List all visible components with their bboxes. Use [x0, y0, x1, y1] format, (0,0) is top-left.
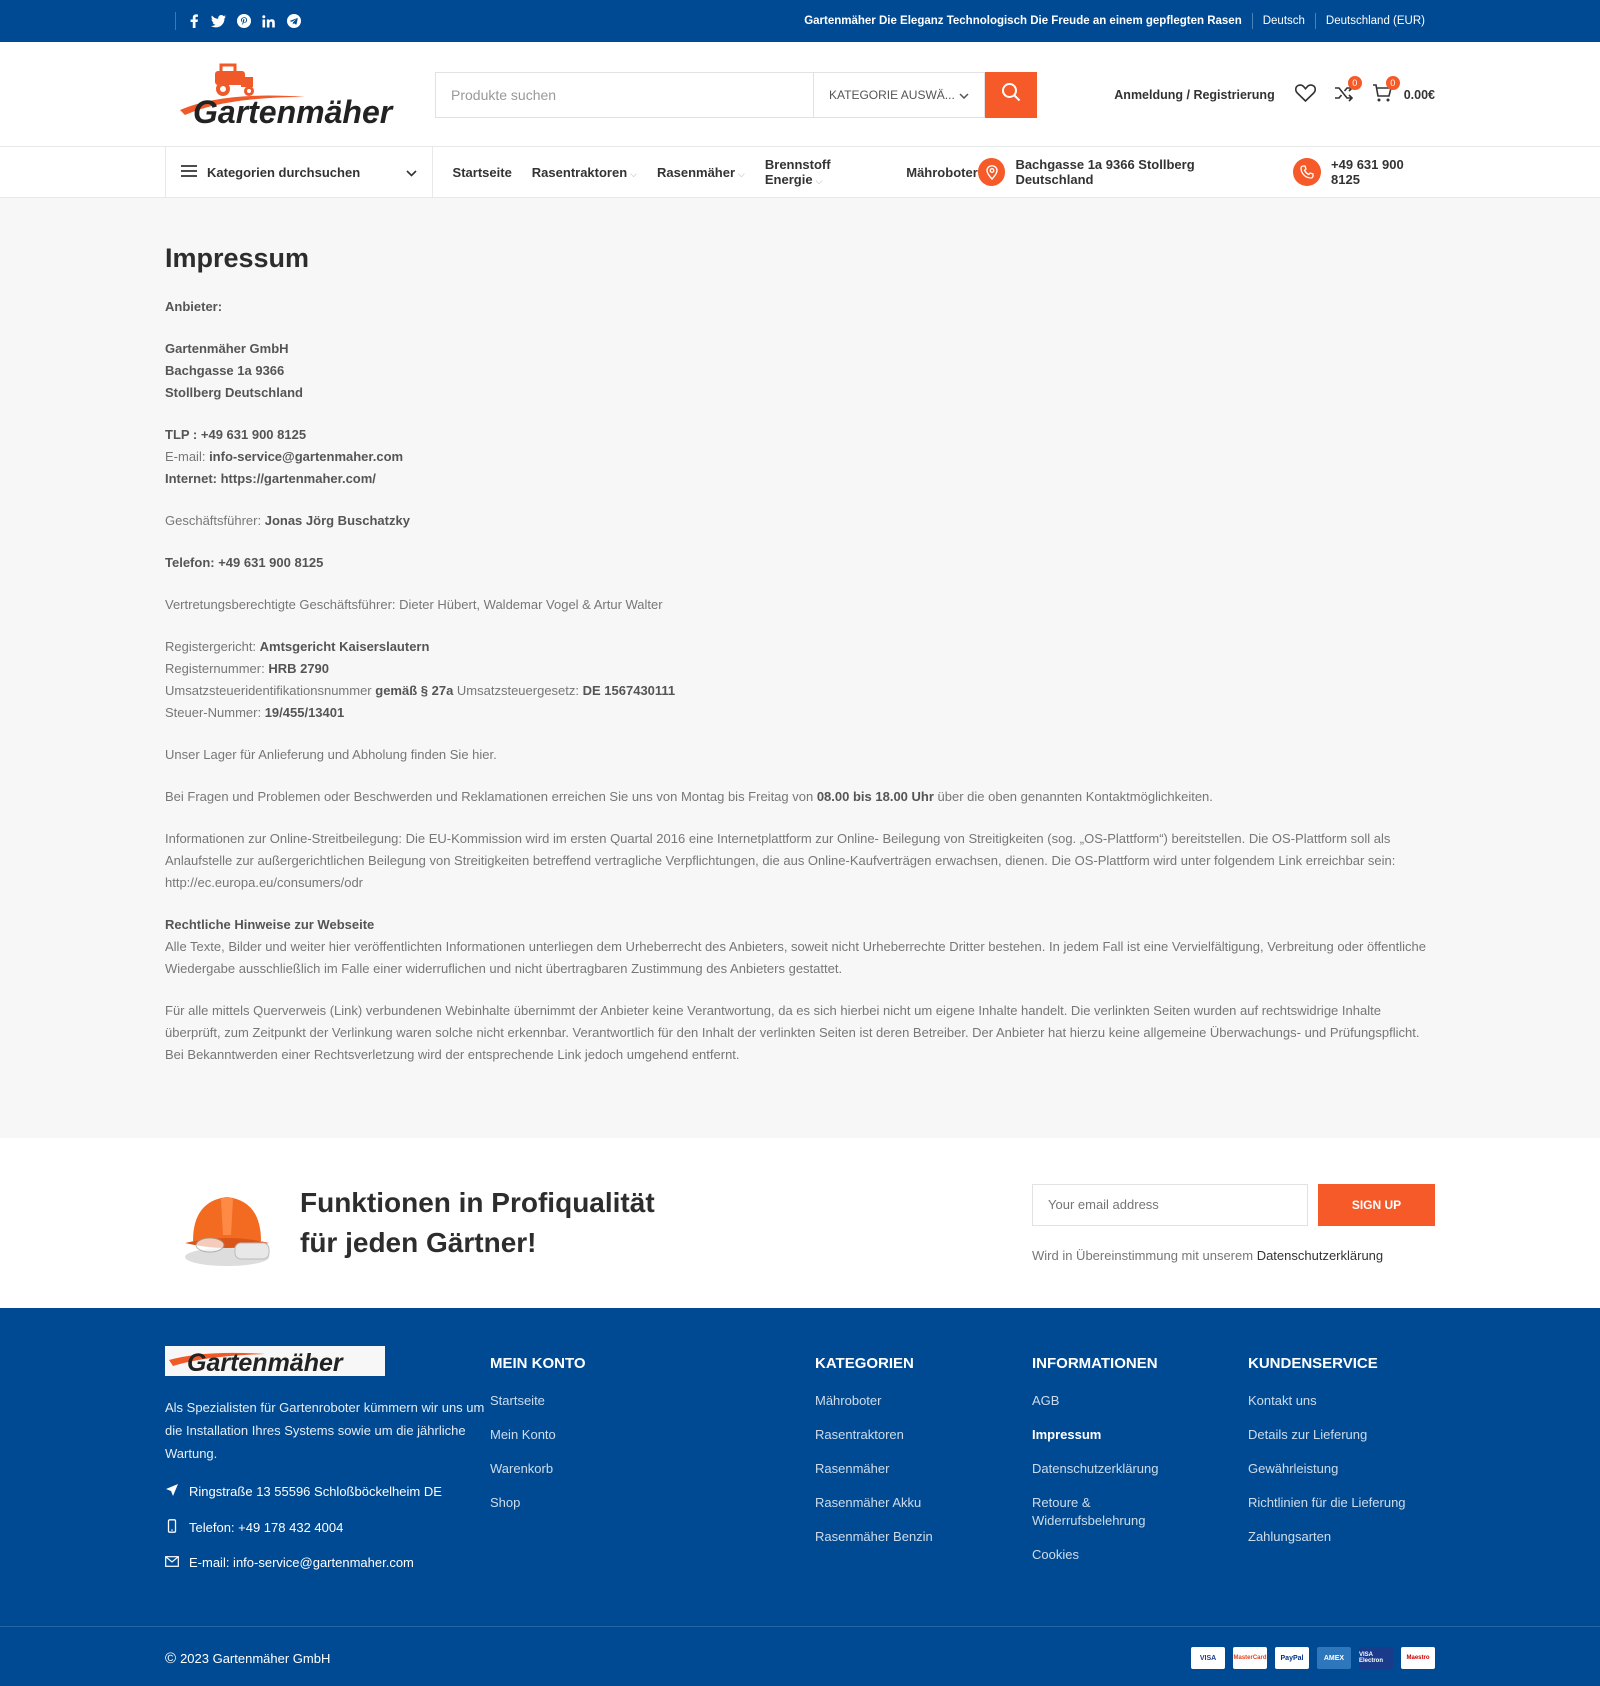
footer-link[interactable]: Gewährleistung [1248, 1461, 1339, 1476]
nav-phone[interactable] [1293, 157, 1435, 187]
heart-icon [1295, 84, 1316, 105]
search-input[interactable] [435, 72, 813, 118]
footer-link[interactable]: AGB [1032, 1393, 1060, 1408]
footer-col-title: MEIN KONTO [490, 1355, 586, 1372]
footer-link-active[interactable]: Impressum [1032, 1427, 1102, 1442]
footer-logo-text: Gartenmäher [187, 1349, 343, 1376]
footer-link[interactable]: Zahlungsarten [1248, 1529, 1332, 1544]
footer-col-title: KATEGORIEN [815, 1355, 914, 1372]
chevron-down-icon: ⌵ [738, 168, 745, 179]
footer-link[interactable]: Startseite [490, 1393, 545, 1408]
search-button[interactable] [985, 72, 1037, 118]
nav-address-text: Bachgasse 1a 9366 Stollberg Deutschland [1015, 157, 1195, 187]
phone-icon [1293, 158, 1321, 186]
telegram-icon[interactable] [286, 14, 301, 29]
telephone: Telefon: +49 631 900 8125 [165, 555, 324, 570]
managing-director: Geschäftsführer: Jonas Jörg Buschatzky [165, 513, 410, 528]
footer-link[interactable]: Retoure & Widerrufsbelehrung [1032, 1495, 1146, 1528]
footer-logo[interactable] [165, 1346, 385, 1376]
nav-address [978, 157, 1274, 187]
footer-col-title: INFORMATIONEN [1032, 1355, 1158, 1372]
tractor-icon [215, 65, 254, 96]
cart-total: 0.00€ [1403, 87, 1435, 102]
footer-link[interactable]: Rasentraktoren [815, 1427, 904, 1442]
footer-link[interactable]: Mähroboter [815, 1393, 882, 1408]
footer-link[interactable]: Mein Konto [490, 1427, 556, 1442]
header [0, 42, 1600, 147]
footer-link[interactable]: Details zur Lieferung [1248, 1427, 1368, 1442]
register-block: Registergericht: Amtsgericht Kaiserslautern Registernummer: HRB 2790 Umsatzsteueridentifikationsnummer gemäß § 27a Umsatzsteuergesetz: DE 1567430111 Steuer-Nummer: 19/455/13401 [165, 639, 676, 720]
footer-about-text: Als Spezialisten für Gartenroboter kümmern wir uns um die Installation Ihres Systems sowie um die jährliche Wartung. [165, 1400, 485, 1461]
footer-email[interactable]: E-mail: info-service@gartenmaher.com [165, 1555, 490, 1570]
maestro-icon: Maestro [1401, 1647, 1435, 1669]
hours-note: Bei Fragen und Problemen oder Beschwerden und Reklamationen erreichen Sie uns von Montag bis Freitag von 08.00 bis 18.00 Uhr über die oben genannten Kontaktmöglichkeiten. [165, 789, 1213, 804]
footer-col-title: KUNDENSERVICE [1248, 1355, 1378, 1372]
representatives: Vertretungsberechtigte Geschäftsführer: Dieter Hübert, Waldemar Vogel & Artur Walter [165, 597, 663, 612]
category-select-label: KATEGORIE AUSWÄ... [829, 87, 955, 102]
menu-item-startseite[interactable]: Startseite [452, 164, 512, 180]
copyright-bar [0, 1626, 1600, 1686]
chevron-down-icon: ⌵ [630, 168, 637, 179]
language-select[interactable]: Deutsch [1252, 13, 1315, 29]
sign-up-button[interactable]: SIGN UP [1318, 1184, 1435, 1226]
newsletter-heading: Funktionen in Profiqualität für jeden Gärtner! [300, 1187, 655, 1258]
copyright-icon: © [165, 1649, 177, 1667]
footer-col-categories [815, 1346, 1032, 1626]
cart-count: 0 [1386, 76, 1400, 90]
footer-phone: Telefon: +49 178 432 4004 [165, 1519, 490, 1536]
visa-icon: VISA [1191, 1647, 1225, 1669]
provider-address: Gartenmäher GmbH Bachgasse 1a 9366 Stollberg Deutschland [165, 341, 303, 400]
paypal-icon: PayPal [1275, 1647, 1309, 1669]
page-title: Impressum [165, 243, 310, 273]
helmet-icon [165, 1173, 300, 1273]
copyright-text: 2023 Gartenmäher GmbH [180, 1650, 331, 1666]
compare-button[interactable] [1334, 78, 1358, 105]
menu-item-rasenmaher[interactable]: Rasenmäher ⌵ [657, 164, 745, 180]
wishlist-button[interactable] [1295, 84, 1316, 105]
category-select[interactable] [813, 72, 985, 118]
envelope-icon [165, 1555, 179, 1570]
anbieter-label: Anbieter: [165, 299, 223, 314]
footer-link[interactable]: Datenschutzerklärung [1032, 1461, 1159, 1476]
footer-link[interactable]: Shop [490, 1495, 521, 1510]
footer-link[interactable]: Richtlinien für die Lieferung [1248, 1495, 1406, 1510]
footer-link[interactable]: Cookies [1032, 1547, 1079, 1562]
email-link[interactable]: info-service@gartenmaher.com [209, 449, 404, 464]
footer-address: Ringstraße 13 55596 Schloßböckelheim DE [165, 1483, 490, 1500]
links-disclaimer: Für alle mittels Querverweis (Link) verbundenen Webinhalte übernimmt der Anbieter keine Verantwortung, da es sich hierbei nicht um eigene Inhalte handelt. Die verlinkten Seiten wurden auf rechtswidrige Inhalte überprüft, zum Zeitpunkt der Verlinkung waren solche nicht erkennbar. Verantwortlich für den Inhalt der verlinkten Seiten ist deren Betreiber. Der Anbieter hat hierzu keine allgemeine Überwachungs- und Prüfungspflicht. Bei Bekanntwerden einer Rechtsverletzung wird der entsprechende Link jedoch umgehend entfernt. [165, 1003, 1420, 1062]
contact-block: TLP : +49 631 900 8125 E-mail: info-service@gartenmaher.com Internet: https://gartenmaher.com/ [165, 427, 404, 486]
mastercard-icon: MasterCard [1233, 1647, 1267, 1669]
mobile-phone-icon [165, 1519, 179, 1536]
twitter-icon[interactable] [211, 14, 226, 29]
footer [0, 1308, 1600, 1626]
menu-item-brennstoff-energie[interactable]: Brennstoff Energie ⌵ [764, 157, 831, 187]
footer-col-account [490, 1346, 815, 1626]
payment-methods [1191, 1647, 1435, 1669]
linkedin-icon[interactable] [261, 14, 276, 29]
amex-icon: AMEX [1317, 1647, 1351, 1669]
newsletter-email-input[interactable] [1032, 1184, 1308, 1226]
social-links [175, 12, 301, 30]
search-bar [435, 72, 1036, 118]
location-pin-icon [978, 158, 1006, 186]
footer-link[interactable]: Kontakt uns [1248, 1393, 1317, 1408]
pinterest-icon[interactable] [236, 14, 251, 29]
footer-col-information [1032, 1346, 1248, 1626]
search-icon [1001, 82, 1021, 107]
footer-col-service [1248, 1346, 1435, 1626]
browse-categories-label: Kategorien durchsuchen [207, 164, 361, 180]
nav-phone-text: +49 631 900 8125 [1331, 157, 1404, 187]
facebook-icon[interactable] [186, 14, 201, 29]
compare-count: 0 [1348, 76, 1362, 90]
main-navigation [0, 147, 1600, 198]
site-logo[interactable] [165, 55, 425, 135]
logo-text: Gartenmäher [193, 93, 393, 130]
page-content [0, 198, 1600, 1138]
menu [453, 157, 978, 187]
chevron-down-icon [959, 88, 969, 102]
warehouse-note: Unser Lager für Anlieferung und Abholung finden Sie hier. [165, 747, 497, 762]
chevron-down-icon [406, 165, 417, 180]
newsletter-section [0, 1138, 1600, 1308]
visa-electron-icon: VISA Electron [1359, 1647, 1393, 1669]
navigation-arrow-icon [165, 1483, 179, 1500]
top-bar [0, 0, 1600, 42]
cart-button[interactable] [1372, 77, 1435, 106]
privacy-link[interactable]: Datenschutzerklärung [1256, 1247, 1384, 1263]
privacy-note: Wird in Übereinstimmung mit unserem Datenschutzerklärung [1032, 1247, 1384, 1263]
legal-notice: Rechtliche Hinweise zur Webseite Alle Texte, Bilder und weiter hier veröffentlichten Informationen unterliegen dem Urheberrecht des Anbieters, soweit nicht Urheberrechte Dritter bestehen. In jedem Fall ist eine Vervielfältigung, Verbreitung oder öffentliche Wiedergabe ausschließlich im Falle einer widerruflichen und nicht übertragbaren Zustimmung des Anbieters gestattet. [165, 917, 1426, 976]
footer-link[interactable]: Rasenmäher Akku [815, 1495, 922, 1510]
footer-link[interactable]: Rasenmäher [815, 1461, 890, 1476]
footer-about [165, 1346, 490, 1626]
dispute-info: Informationen zur Online-Streitbeilegung: Die EU-Kommission wird im ersten Quartal 2016 eine Internetplattform zur Online- Beilegung von Streitigkeiten (sog. „OS-Plattform“) bereitstellen. Die OS-Plattform soll als Anlaufstelle zur außergerichtlichen Beilegung von Streitigkeiten betreffend vertragliche Verpflichtungen, die aus Online-Kaufverträgen erwachsen, dienen. Die OS-Plattform wird unter folgendem Link erreichbar sein: http://ec.europa.eu/consumers/odr [165, 831, 1396, 890]
footer-link[interactable]: Warenkorb [490, 1461, 554, 1476]
chevron-down-icon: ⌵ [815, 176, 823, 186]
menu-item-mahroboter[interactable]: Mähroboter [906, 164, 978, 180]
login-link[interactable]: Anmeldung / Registrierung [1114, 87, 1275, 102]
footer-link[interactable]: Rasenmäher Benzin [815, 1529, 933, 1544]
currency-select[interactable]: Deutschland (EUR) [1315, 13, 1435, 29]
hamburger-icon [181, 165, 197, 180]
tagline: Gartenmäher Die Eleganz Technologisch Die Freude an einem gepflegten Rasen [804, 15, 1242, 27]
browse-categories-button[interactable] [165, 147, 433, 197]
menu-item-rasentraktoren[interactable]: Rasentraktoren ⌵ [531, 164, 637, 180]
website-link[interactable]: Internet: https://gartenmaher.com/ [165, 471, 376, 486]
